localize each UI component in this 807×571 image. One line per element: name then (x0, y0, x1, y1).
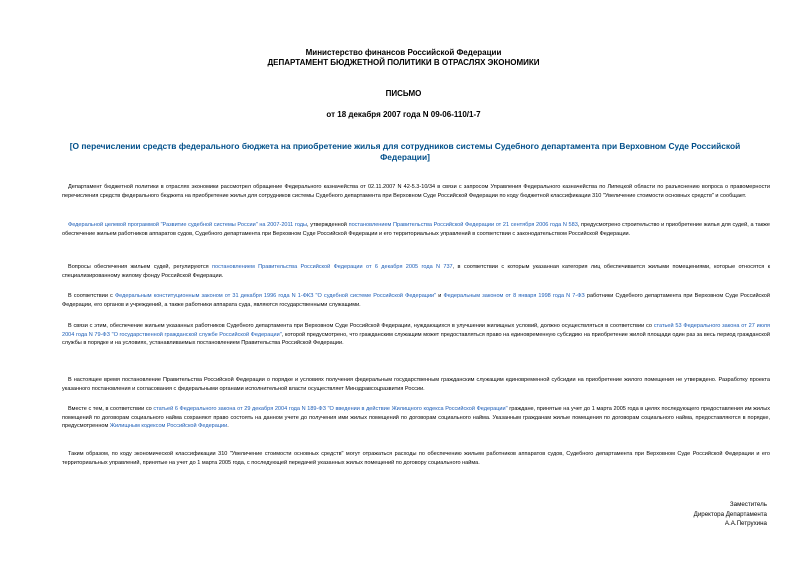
paragraph-6 (62, 376, 770, 393)
paragraph-text: , утвержденной (307, 222, 349, 228)
paragraph-text: В настоящее время постановление Правительства Российской Федерации о порядке и условиях получения федеральным государственным гражданским служащим единовременной субсидии на приобретение жилого помещения не утверждено. Разработку проекта указанного постановления и согласования с федеральными органами исполнительной власти осуществляет Минздравсоцразвития России. (62, 377, 770, 392)
paragraph-text: В соответствии с (68, 293, 115, 299)
signature-name: А.А.Петрухина (724, 520, 767, 528)
paragraph-text: Вопросы обеспечения жильем судей, регулируются (68, 264, 213, 270)
link-federal-law-7-fz[interactable]: Федеральным законом от 8 января 1998 года N 7-ФЗ (443, 293, 585, 299)
paragraph-8 (62, 450, 770, 467)
link-government-decree-583[interactable]: постановлением Правительства Российской Федерации от 21 сентября 2006 года N 583 (348, 222, 578, 228)
paragraph-4 (62, 292, 770, 309)
paragraph-text: граждане, принятые на учет до 1 марта 2005 года в целях последующего предоставления им жилых помещений по договорам социального найма сохраняют право состоять на данном учете до получения ими жилых помещений по договорам социального найма. Указанным гражданам жилые помещения по договорам социального найма, предоставляются в порядке, предусмотренном (62, 406, 770, 430)
paragraph-text: В связи с этим, обеспечение жильем указанных работников Судебного департамента при Верховном Суде Российской Федерации, нуждающихся в улучшении жилищных условий, должно осуществляться в соответствии со (68, 323, 654, 329)
paragraph-text: , в соответствии с которым указанная категория лиц обеспечивается жилыми помещениями, которые относятся к специализированному жилому фонду Российской Федерации. (62, 264, 771, 279)
paragraph-text: , предусмотрено строительство и приобретение жилья для судей, а также обеспечение жильем работников аппаратов судов, Судебного департамента при Верховном Суде Российской Федерации и его территориальных управлений в соответствии с законодательством Российской Федерации. (62, 222, 770, 237)
ministry-name: Министерство финансов Российской Федерации (305, 48, 502, 57)
document-type: ПИСЬМО (385, 89, 422, 98)
paragraph-text: Вместе с тем, в соответствии со (68, 406, 154, 412)
link-government-decree-737[interactable]: постановлением Правительства Российской Федерации от 6 декабря 2005 года N 737 (212, 264, 453, 270)
document-title: [О перечислении средств федерального бюджета на приобретение жилья для сотрудников системы Судебного департамента при Верховном Суде Российской Федерации] (69, 141, 741, 162)
paragraph-text: . (227, 423, 229, 430)
signature-position: Заместитель (729, 501, 767, 508)
paragraph-2 (62, 221, 770, 238)
paragraph-5 (62, 322, 770, 348)
paragraph-7 (62, 405, 770, 431)
paragraph-text: Департамент бюджетной политики в отраслях экономики рассмотрел обращение Федерального казначейства от 02.11.2007 N 42-5.3-10/34 в связи с запросом Управления Федерального казначейства по Липецкой области по разъяснению вопроса о правомерности перечисления средств федерального бюджета на приобретение жилья для сотрудников системы Судебного департамента при Верховном Суде Российской Федерации по коду бюджетной классификации 310 "Увеличение стоимости основных средств" и сообщает. (62, 184, 770, 199)
paragraph-text: Таким образом, по коду экономической классификации 310 "Увеличение стоимости основных средств" могут отражаться расходы по обеспечению жильем работников аппаратов судов, Судебного департамента при Верховном Суде Российской Федерации и его территориальных управлений, принятые на учет до 1 марта 2005 года, с последующей передачей указанных жилых помещений по договору социального найма. (62, 451, 770, 466)
signature-block (694, 500, 767, 529)
paragraph-text: , которой предусмотрено, что гражданским служащим может предоставляться право на единовременную субсидию на приобретение жилой площади один раз за весь период гражданской службы в порядке и на условиях, устанавливаемых постановлением Правительства Российской Федерации. (62, 331, 770, 347)
paragraph-3 (62, 263, 770, 280)
paragraph-1 (62, 183, 770, 200)
link-constitutional-law-1-fkz[interactable]: Федеральным конституционным законом от 31 декабря 1996 года N 1-ФКЗ "О судебной системе Российской Федерации" (114, 293, 437, 299)
link-article-53-law-79-fz[interactable]: статьей 53 Федерального закона от 27 июля 2004 года N 79-ФЗ "О государственной гражданской службе Российской Федерации" (62, 323, 770, 338)
paragraph-text: работники Судебного департамента при Верховном Суде Российской Федерации, его органов и учреждений, а также работники аппарата суда, являются государственными служащими. (62, 293, 770, 308)
link-housing-code[interactable]: Жилищным кодексом Российской Федерации (109, 423, 228, 430)
document-date-number: от 18 декабря 2007 года N 09-06-110/1-7 (326, 110, 481, 119)
link-federal-program[interactable]: Федеральной целевой программой "Развитие судебной системы России" на 2007-2011 годы (68, 222, 307, 228)
department-name: ДЕПАРТАМЕНТ БЮДЖЕТНОЙ ПОЛИТИКИ В ОТРАСЛЯХ ЭКОНОМИКИ (267, 58, 540, 67)
paragraph-text: и (436, 293, 444, 299)
signature-org: Директора Департамента (693, 510, 767, 518)
link-article-6-law-189-fz[interactable]: статьей 6 Федерального закона от 29 декабря 2004 года N 189-ФЗ "О введении в действие Жилищного кодекса Российской Федерации" (153, 406, 508, 412)
